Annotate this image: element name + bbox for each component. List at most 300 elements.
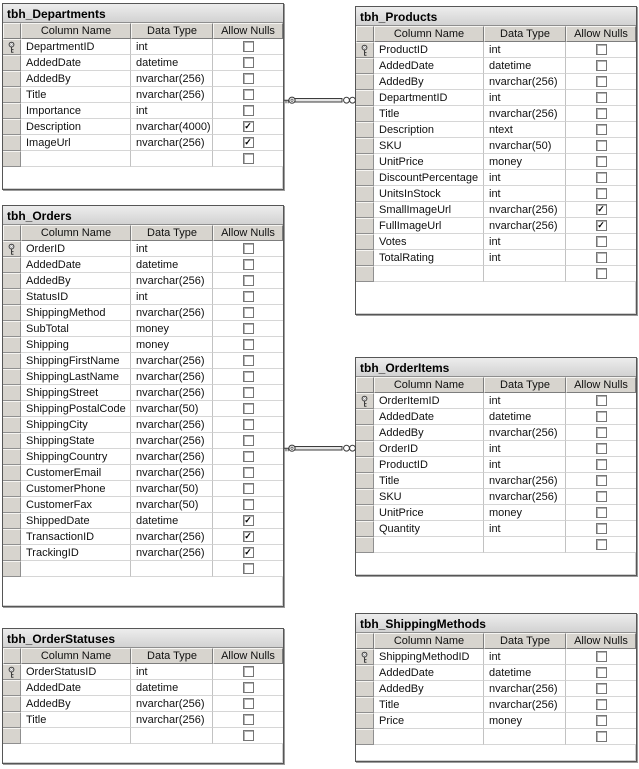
relationship-connector-departments-products[interactable] [283, 94, 356, 107]
allow-nulls-checkbox[interactable] [596, 188, 607, 199]
allow-nulls-checkbox[interactable] [596, 76, 607, 87]
allow-nulls-checkbox[interactable] [596, 507, 607, 518]
column-name-cell[interactable]: Title [374, 106, 484, 122]
allow-nulls-checkbox[interactable] [243, 435, 254, 446]
column-name-cell[interactable]: ShippedDate [21, 513, 131, 529]
allow-nulls-cell [213, 465, 283, 481]
column-name-cell[interactable]: ShippingPostalCode [21, 401, 131, 417]
data-type-cell[interactable]: int [484, 521, 566, 537]
column-name-cell[interactable] [374, 537, 484, 553]
column-name-cell[interactable]: SKU [374, 138, 484, 154]
allow-nulls-checkbox[interactable]: ✓ [244, 547, 252, 557]
row-selector[interactable] [356, 489, 374, 505]
allow-nulls-checkbox[interactable] [243, 259, 254, 270]
data-type-cell[interactable]: nvarchar(256) [484, 473, 566, 489]
row-selector[interactable] [356, 665, 374, 681]
primary-key-icon [6, 666, 17, 679]
allow-nulls-checkbox[interactable] [243, 89, 254, 100]
allow-nulls-checkbox[interactable] [596, 108, 607, 119]
data-type-cell[interactable]: datetime [131, 680, 213, 696]
column-name-cell[interactable]: AddedBy [374, 681, 484, 697]
column-name-cell[interactable]: AddedBy [374, 74, 484, 90]
allow-nulls-cell [213, 728, 283, 744]
allow-nulls-cell [566, 170, 636, 186]
allow-nulls-cell [213, 353, 283, 369]
allow-nulls-checkbox[interactable] [596, 651, 607, 662]
allow-nulls-checkbox[interactable] [243, 387, 254, 398]
allow-nulls-checkbox[interactable] [243, 153, 254, 164]
row-selector[interactable] [3, 257, 21, 273]
row-selector[interactable] [3, 401, 21, 417]
allow-nulls-checkbox[interactable] [596, 699, 607, 710]
allow-nulls-checkbox[interactable] [243, 499, 254, 510]
column-name-cell[interactable]: CustomerPhone [21, 481, 131, 497]
row-selector[interactable] [3, 151, 21, 167]
row-selector[interactable] [356, 106, 374, 122]
row-selector[interactable] [356, 234, 374, 250]
column-name-cell[interactable]: ProductID [374, 42, 484, 58]
row-selector[interactable] [356, 186, 374, 202]
column-name-cell[interactable]: ShippingFirstName [21, 353, 131, 369]
allow-nulls-cell [213, 481, 283, 497]
column-name-cell[interactable]: ProductID [374, 457, 484, 473]
row-selector[interactable] [356, 154, 374, 170]
row-selector[interactable] [356, 250, 374, 266]
row-selector[interactable] [3, 103, 21, 119]
table-title-products[interactable]: tbh_Products [356, 7, 636, 26]
allow-nulls-checkbox[interactable] [243, 105, 254, 116]
allow-nulls-cell [566, 90, 636, 106]
data-type-cell[interactable]: int [484, 441, 566, 457]
data-type-cell[interactable]: nvarchar(50) [131, 497, 213, 513]
column-name-cell[interactable]: ShippingLastName [21, 369, 131, 385]
data-type-cell[interactable] [484, 266, 566, 282]
data-type-cell[interactable]: money [484, 713, 566, 729]
row-selector[interactable] [3, 71, 21, 87]
column-name-cell[interactable]: ShippingCountry [21, 449, 131, 465]
data-type-cell[interactable]: int [131, 39, 213, 55]
allow-nulls-checkbox[interactable] [596, 459, 607, 470]
allow-nulls-cell [213, 449, 283, 465]
column-name-cell[interactable]: ShippingState [21, 433, 131, 449]
row-selector[interactable] [3, 385, 21, 401]
data-type-cell[interactable]: nvarchar(256) [131, 417, 213, 433]
column-name-cell[interactable]: OrderID [21, 241, 131, 257]
row-selector[interactable] [356, 537, 374, 553]
allow-nulls-cell [566, 713, 636, 729]
row-selector[interactable] [356, 58, 374, 74]
row-selector[interactable] [356, 266, 374, 282]
data-type-cell[interactable]: int [484, 649, 566, 665]
column-name-cell[interactable]: UnitsInStock [374, 186, 484, 202]
table-grid-orderitems [356, 377, 636, 553]
data-type-cell[interactable]: nvarchar(50) [131, 401, 213, 417]
data-type-cell[interactable]: nvarchar(256) [131, 696, 213, 712]
row-selector[interactable] [3, 481, 21, 497]
column-name-cell[interactable]: AddedDate [374, 58, 484, 74]
column-name-cell[interactable]: UnitPrice [374, 154, 484, 170]
data-type-cell[interactable] [484, 537, 566, 553]
many-side-infinity-icon [344, 445, 356, 451]
allow-nulls-checkbox[interactable] [243, 41, 254, 52]
column-name-cell[interactable]: SmallImageUrl [374, 202, 484, 218]
column-name-cell[interactable]: UnitPrice [374, 505, 484, 521]
row-selector[interactable] [3, 545, 21, 561]
column-name-cell[interactable]: Title [21, 87, 131, 103]
column-name-cell[interactable]: CustomerEmail [21, 465, 131, 481]
data-type-cell[interactable]: nvarchar(256) [131, 449, 213, 465]
row-selector[interactable] [3, 289, 21, 305]
data-type-cell[interactable]: nvarchar(50) [484, 138, 566, 154]
column-name-cell[interactable]: Title [21, 712, 131, 728]
column-name-cell[interactable] [21, 728, 131, 744]
data-type-cell[interactable]: nvarchar(256) [131, 369, 213, 385]
column-header-name: Column Name [374, 377, 484, 393]
row-selector-pk[interactable] [3, 241, 21, 257]
row-selector[interactable] [3, 87, 21, 103]
table-window-orders[interactable] [2, 205, 284, 607]
column-name-cell[interactable]: TransactionID [21, 529, 131, 545]
allow-nulls-checkbox[interactable] [243, 323, 254, 334]
column-name-cell[interactable]: TrackingID [21, 545, 131, 561]
primary-key-icon [6, 41, 17, 54]
allow-nulls-checkbox[interactable] [596, 731, 607, 742]
row-selector-pk[interactable] [3, 664, 21, 680]
column-name-cell[interactable]: ShippingCity [21, 417, 131, 433]
row-selector[interactable] [3, 465, 21, 481]
data-type-cell[interactable] [131, 151, 213, 167]
column-name-cell[interactable] [374, 266, 484, 282]
column-name-cell[interactable]: AddedDate [374, 409, 484, 425]
row-selector[interactable] [3, 696, 21, 712]
row-selector[interactable] [356, 441, 374, 457]
row-selector[interactable] [356, 138, 374, 154]
data-type-cell[interactable] [131, 561, 213, 577]
row-selector-pk[interactable] [3, 39, 21, 55]
row-selector[interactable] [3, 337, 21, 353]
data-type-cell[interactable]: int [484, 250, 566, 266]
data-type-cell[interactable]: int [131, 664, 213, 680]
allow-nulls-cell [566, 697, 636, 713]
allow-nulls-checkbox[interactable] [596, 156, 607, 167]
allow-nulls-cell [566, 122, 636, 138]
column-header-type: Data Type [131, 648, 213, 664]
column-name-cell[interactable]: ShippingStreet [21, 385, 131, 401]
row-selector[interactable] [356, 218, 374, 234]
column-name-cell[interactable]: Quantity [374, 521, 484, 537]
row-selector[interactable] [3, 119, 21, 135]
allow-nulls-checkbox[interactable] [596, 252, 607, 263]
allow-nulls-checkbox[interactable] [596, 395, 607, 406]
row-selector[interactable] [3, 433, 21, 449]
allow-nulls-checkbox[interactable]: ✓ [244, 531, 252, 541]
data-type-cell[interactable]: datetime [484, 665, 566, 681]
allow-nulls-checkbox[interactable] [243, 730, 254, 741]
data-type-cell[interactable]: nvarchar(256) [131, 529, 213, 545]
column-name-cell[interactable]: OrderStatusID [21, 664, 131, 680]
allow-nulls-checkbox[interactable] [243, 339, 254, 350]
allow-nulls-checkbox[interactable] [243, 73, 254, 84]
row-selector[interactable] [3, 561, 21, 577]
data-type-cell[interactable]: money [131, 321, 213, 337]
column-name-cell[interactable]: OrderItemID [374, 393, 484, 409]
data-type-cell[interactable]: nvarchar(256) [131, 305, 213, 321]
column-name-cell[interactable]: AddedDate [374, 665, 484, 681]
row-selector-pk[interactable] [356, 42, 374, 58]
row-selector[interactable] [3, 369, 21, 385]
column-name-cell[interactable]: TotalRating [374, 250, 484, 266]
allow-nulls-checkbox[interactable]: ✓ [244, 515, 252, 525]
data-type-cell[interactable]: nvarchar(256) [131, 712, 213, 728]
column-name-cell[interactable]: ImageUrl [21, 135, 131, 151]
allow-nulls-checkbox[interactable] [243, 467, 254, 478]
row-selector[interactable] [3, 497, 21, 513]
allow-nulls-checkbox[interactable] [596, 268, 607, 279]
row-selector[interactable] [356, 457, 374, 473]
row-selector[interactable] [356, 505, 374, 521]
column-name-cell[interactable] [21, 561, 131, 577]
data-type-cell[interactable]: nvarchar(256) [484, 106, 566, 122]
row-selector[interactable] [3, 513, 21, 529]
data-type-cell[interactable]: int [484, 393, 566, 409]
allow-nulls-checkbox[interactable] [243, 371, 254, 382]
column-header-name: Column Name [21, 225, 131, 241]
row-selector[interactable] [356, 473, 374, 489]
allow-nulls-checkbox[interactable] [596, 236, 607, 247]
column-name-cell[interactable]: AddedBy [21, 71, 131, 87]
row-selector[interactable] [356, 681, 374, 697]
data-type-cell[interactable]: nvarchar(256) [131, 87, 213, 103]
row-selector-pk[interactable] [356, 393, 374, 409]
data-type-cell[interactable]: int [484, 234, 566, 250]
table-window-products[interactable] [355, 6, 637, 315]
allow-nulls-checkbox[interactable] [596, 523, 607, 534]
column-name-cell[interactable]: AddedBy [21, 273, 131, 289]
allow-nulls-cell [213, 545, 283, 561]
column-name-cell[interactable]: Description [374, 122, 484, 138]
data-type-cell[interactable]: nvarchar(256) [484, 681, 566, 697]
allow-nulls-checkbox[interactable] [596, 140, 607, 151]
row-selector[interactable] [3, 529, 21, 545]
data-type-cell[interactable]: int [484, 457, 566, 473]
row-selector[interactable] [356, 521, 374, 537]
allow-nulls-checkbox[interactable] [243, 698, 254, 709]
allow-nulls-checkbox[interactable]: ✓ [244, 121, 252, 131]
allow-nulls-checkbox[interactable] [243, 483, 254, 494]
table-window-orderstatuses[interactable] [2, 628, 284, 764]
row-selector-pk[interactable] [356, 649, 374, 665]
allow-nulls-cell [213, 305, 283, 321]
allow-nulls-checkbox[interactable]: ✓ [597, 204, 605, 214]
data-type-cell[interactable]: nvarchar(256) [484, 489, 566, 505]
allow-nulls-checkbox[interactable] [243, 243, 254, 254]
row-selector[interactable] [356, 729, 374, 745]
column-name-cell[interactable] [21, 151, 131, 167]
allow-nulls-checkbox[interactable] [243, 419, 254, 430]
data-type-cell[interactable]: nvarchar(256) [484, 425, 566, 441]
allow-nulls-checkbox[interactable] [596, 124, 607, 135]
allow-nulls-checkbox[interactable] [596, 60, 607, 71]
column-name-cell[interactable]: ShippingMethod [21, 305, 131, 321]
data-type-cell[interactable]: nvarchar(256) [131, 385, 213, 401]
data-type-cell[interactable]: datetime [131, 55, 213, 71]
data-type-cell[interactable]: nvarchar(256) [131, 433, 213, 449]
allow-nulls-checkbox[interactable] [596, 683, 607, 694]
row-selector[interactable] [356, 74, 374, 90]
allow-nulls-cell [213, 289, 283, 305]
data-type-cell[interactable]: datetime [484, 409, 566, 425]
data-type-cell[interactable]: datetime [131, 257, 213, 273]
table-title-departments[interactable]: tbh_Departments [3, 4, 283, 23]
row-selector[interactable] [3, 273, 21, 289]
data-type-cell[interactable]: nvarchar(256) [484, 74, 566, 90]
allow-nulls-checkbox[interactable] [243, 291, 254, 302]
row-selector[interactable] [3, 353, 21, 369]
allow-nulls-checkbox[interactable] [596, 491, 607, 502]
column-name-cell[interactable]: Description [21, 119, 131, 135]
table-window-shippingmethods[interactable] [355, 613, 637, 762]
allow-nulls-cell [566, 521, 636, 537]
allow-nulls-checkbox[interactable] [243, 666, 254, 677]
row-selector[interactable] [3, 55, 21, 71]
column-name-cell[interactable]: OrderID [374, 441, 484, 457]
row-selector[interactable] [3, 680, 21, 696]
column-name-cell[interactable]: DepartmentID [21, 39, 131, 55]
data-type-cell[interactable]: int [484, 170, 566, 186]
data-type-cell[interactable]: nvarchar(256) [484, 202, 566, 218]
data-type-cell[interactable]: money [131, 337, 213, 353]
data-type-cell[interactable]: int [131, 103, 213, 119]
row-selector[interactable] [3, 417, 21, 433]
data-type-cell[interactable]: nvarchar(4000) [131, 119, 213, 135]
row-selector[interactable] [356, 202, 374, 218]
allow-nulls-cell [213, 39, 283, 55]
data-type-cell[interactable]: nvarchar(256) [131, 353, 213, 369]
column-name-cell[interactable]: AddedBy [21, 696, 131, 712]
row-selector[interactable] [3, 321, 21, 337]
allow-nulls-checkbox[interactable] [596, 92, 607, 103]
allow-nulls-checkbox[interactable] [596, 172, 607, 183]
relationship-connector-orders-orderitems[interactable] [283, 442, 356, 455]
column-name-cell[interactable]: DepartmentID [374, 90, 484, 106]
row-selector[interactable] [3, 135, 21, 151]
allow-nulls-checkbox[interactable]: ✓ [597, 220, 605, 230]
allow-nulls-checkbox[interactable]: ✓ [244, 137, 252, 147]
allow-nulls-checkbox[interactable] [243, 682, 254, 693]
row-selector[interactable] [356, 409, 374, 425]
row-selector[interactable] [356, 170, 374, 186]
table-title-orders[interactable]: tbh_Orders [3, 206, 283, 225]
allow-nulls-checkbox[interactable] [243, 563, 254, 574]
column-name-cell[interactable]: Votes [374, 234, 484, 250]
column-name-cell[interactable]: FullImageUrl [374, 218, 484, 234]
data-type-cell[interactable]: int [484, 42, 566, 58]
data-type-cell[interactable]: nvarchar(256) [484, 218, 566, 234]
column-name-cell[interactable]: Price [374, 713, 484, 729]
column-name-cell[interactable]: CustomerFax [21, 497, 131, 513]
data-type-cell[interactable]: int [484, 186, 566, 202]
row-selector[interactable] [356, 122, 374, 138]
allow-nulls-cell [566, 649, 636, 665]
allow-nulls-checkbox[interactable] [243, 714, 254, 725]
column-name-cell[interactable]: Importance [21, 103, 131, 119]
allow-nulls-checkbox[interactable] [596, 475, 607, 486]
table-window-orderitems[interactable] [355, 357, 637, 576]
column-header-nulls: Allow Nulls [213, 23, 283, 39]
data-type-cell[interactable] [131, 728, 213, 744]
column-name-cell[interactable]: Shipping [21, 337, 131, 353]
data-type-cell[interactable]: nvarchar(256) [131, 71, 213, 87]
row-selector[interactable] [356, 713, 374, 729]
allow-nulls-checkbox[interactable] [596, 44, 607, 55]
data-type-cell[interactable]: datetime [131, 513, 213, 529]
column-name-cell[interactable]: Title [374, 697, 484, 713]
allow-nulls-checkbox[interactable] [596, 667, 607, 678]
allow-nulls-cell [566, 729, 636, 745]
allow-nulls-checkbox[interactable] [243, 57, 254, 68]
allow-nulls-checkbox[interactable] [243, 355, 254, 366]
data-type-cell[interactable]: money [484, 154, 566, 170]
column-name-cell[interactable]: SubTotal [21, 321, 131, 337]
column-name-cell[interactable]: AddedDate [21, 257, 131, 273]
data-type-cell[interactable]: int [131, 289, 213, 305]
column-name-cell[interactable]: AddedDate [21, 680, 131, 696]
data-type-cell[interactable]: nvarchar(256) [131, 273, 213, 289]
allow-nulls-checkbox[interactable] [596, 427, 607, 438]
table-title-orderstatuses[interactable]: tbh_OrderStatuses [3, 629, 283, 648]
allow-nulls-checkbox[interactable] [596, 539, 607, 550]
column-name-cell[interactable]: ShippingMethodID [374, 649, 484, 665]
data-type-cell[interactable]: ntext [484, 122, 566, 138]
allow-nulls-checkbox[interactable] [243, 403, 254, 414]
allow-nulls-checkbox[interactable] [596, 715, 607, 726]
row-selector[interactable] [356, 425, 374, 441]
column-name-cell[interactable]: Title [374, 473, 484, 489]
data-type-cell[interactable]: int [484, 90, 566, 106]
row-selector[interactable] [3, 728, 21, 744]
data-type-cell[interactable] [484, 729, 566, 745]
data-type-cell[interactable]: int [131, 241, 213, 257]
one-side-key-icon [284, 97, 295, 103]
data-type-cell[interactable]: nvarchar(50) [131, 481, 213, 497]
data-type-cell[interactable]: nvarchar(256) [484, 697, 566, 713]
allow-nulls-checkbox[interactable] [596, 411, 607, 422]
data-type-cell[interactable]: datetime [484, 58, 566, 74]
column-name-cell[interactable]: AddedDate [21, 55, 131, 71]
table-window-departments[interactable] [2, 3, 284, 190]
row-selector[interactable] [356, 90, 374, 106]
column-name-cell[interactable]: AddedBy [374, 425, 484, 441]
data-type-cell[interactable]: nvarchar(256) [131, 465, 213, 481]
column-name-cell[interactable]: StatusID [21, 289, 131, 305]
data-type-cell[interactable]: money [484, 505, 566, 521]
table-title-orderitems[interactable]: tbh_OrderItems [356, 358, 636, 377]
data-type-cell[interactable]: nvarchar(256) [131, 135, 213, 151]
row-selector[interactable] [3, 305, 21, 321]
allow-nulls-checkbox[interactable] [243, 307, 254, 318]
row-selector[interactable] [3, 712, 21, 728]
allow-nulls-checkbox[interactable] [243, 275, 254, 286]
allow-nulls-checkbox[interactable] [596, 443, 607, 454]
allow-nulls-checkbox[interactable] [243, 451, 254, 462]
column-name-cell[interactable]: SKU [374, 489, 484, 505]
table-title-shippingmethods[interactable]: tbh_ShippingMethods [356, 614, 636, 633]
row-selector[interactable] [3, 449, 21, 465]
column-name-cell[interactable]: DiscountPercentage [374, 170, 484, 186]
column-name-cell[interactable] [374, 729, 484, 745]
data-type-cell[interactable]: nvarchar(256) [131, 545, 213, 561]
row-selector[interactable] [356, 697, 374, 713]
